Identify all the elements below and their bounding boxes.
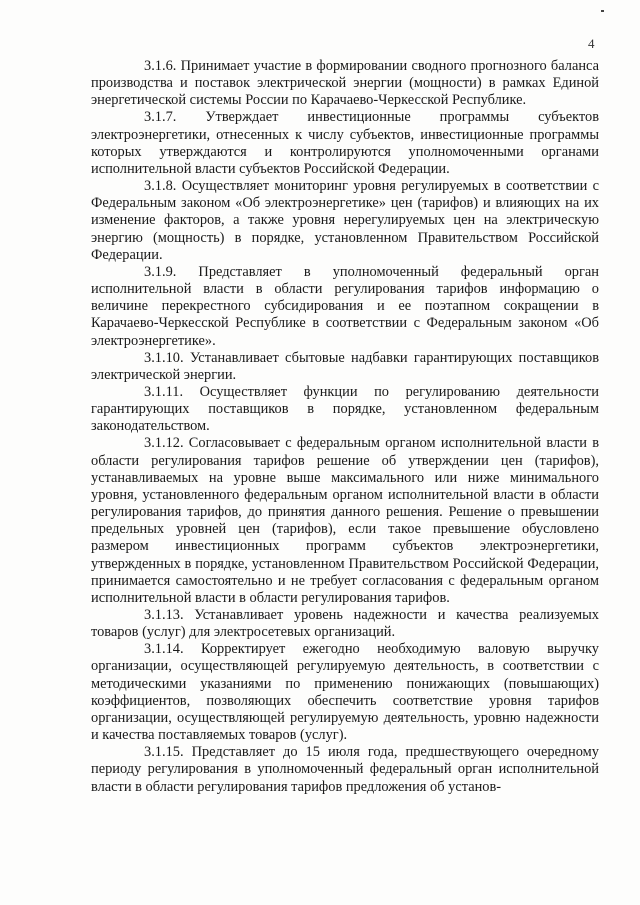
- clause-3-1-6: 3.1.6. Принимает участие в формировании сводного прогнозного баланса производства и поставок электрической энергии (мощности) в рамках Единой энергетической системы России по Карачаево-Черкесской Республике.: [91, 58, 599, 109]
- clause-3-1-14: 3.1.14. Корректирует ежегодно необходимую валовую выручку организации, осуществляющей регулируемую деятельность, в соответствии с методическими указаниями по применению понижающих (повышающих) коэффициентов, позволяющих обеспечить соответствие уровня тарифов организации, осуществляющей регулируемую деятельность, уровню надежности и качества поставляемых товаров (услуг).: [91, 641, 599, 744]
- clause-3-1-7: 3.1.7. Утверждает инвестиционные программы субъектов электроэнергетики, отнесенных к числу субъектов, инвестиционные программы которых утверждаются и контролируются уполномоченными органами исполнительной власти субъектов Российской Федерации.: [91, 109, 599, 177]
- clause-list: [91, 58, 599, 796]
- clause-3-1-10: 3.1.10. Устанавливает сбытовые надбавки гарантирующих поставщиков электрической энергии.: [91, 349, 599, 383]
- clause-3-1-15: 3.1.15. Представляет до 15 июля года, предшествующего очередному периоду регулирования в уполномоченный федеральный орган исполнительной власти в области регулирования тарифов предложения об установ-: [91, 744, 599, 795]
- page-number: 4: [588, 36, 595, 51]
- clause-3-1-9: 3.1.9. Представляет в уполномоченный федеральный орган исполнительной власти в области регулирования тарифов информацию о величине перекрестного субсидирования и ее поэтапном сокращении в Карачаево-Черкесской Республике в соответствии с Федеральным законом «Об электроэнергетике».: [91, 263, 599, 349]
- scan-mark: [601, 10, 604, 12]
- clause-3-1-8: 3.1.8. Осуществляет мониторинг уровня регулируемых в соответствии с Федеральным законом «Об электроэнергетике» цен (тарифов) и влияющих на их изменение факторов, а также уровня нерегулируемых цен на электрическую энергию (мощность) в порядке, установленном Правительством Российской Федерации.: [91, 178, 599, 263]
- clause-3-1-13: 3.1.13. Устанавливает уровень надежности и качества реализуемых товаров (услуг) для электросетевых организаций.: [91, 607, 599, 641]
- clause-3-1-11: 3.1.11. Осуществляет функции по регулированию деятельности гарантирующих поставщиков в порядке, установленном федеральным законодательством.: [91, 383, 599, 435]
- clause-3-1-12: 3.1.12. Согласовывает с федеральным органом исполнительной власти в области регулирования тарифов решение об утверждении цен (тарифов), устанавливаемых на уровне выше максимального или ниже минимального уровня, установленного федеральным органом исполнительной власти в области регулирования тарифов, до принятия данного решения. Решение о превышении предельных уровней цен (тарифов), если такое превышение обусловлено размером инвестиционных программ субъектов электроэнергетики, утвержденных в порядке, установленном Правительством Российской Федерации, принимается самостоятельно и не требует согласования с федеральным органом исполнительной власти в области регулирования тарифов.: [91, 435, 599, 606]
